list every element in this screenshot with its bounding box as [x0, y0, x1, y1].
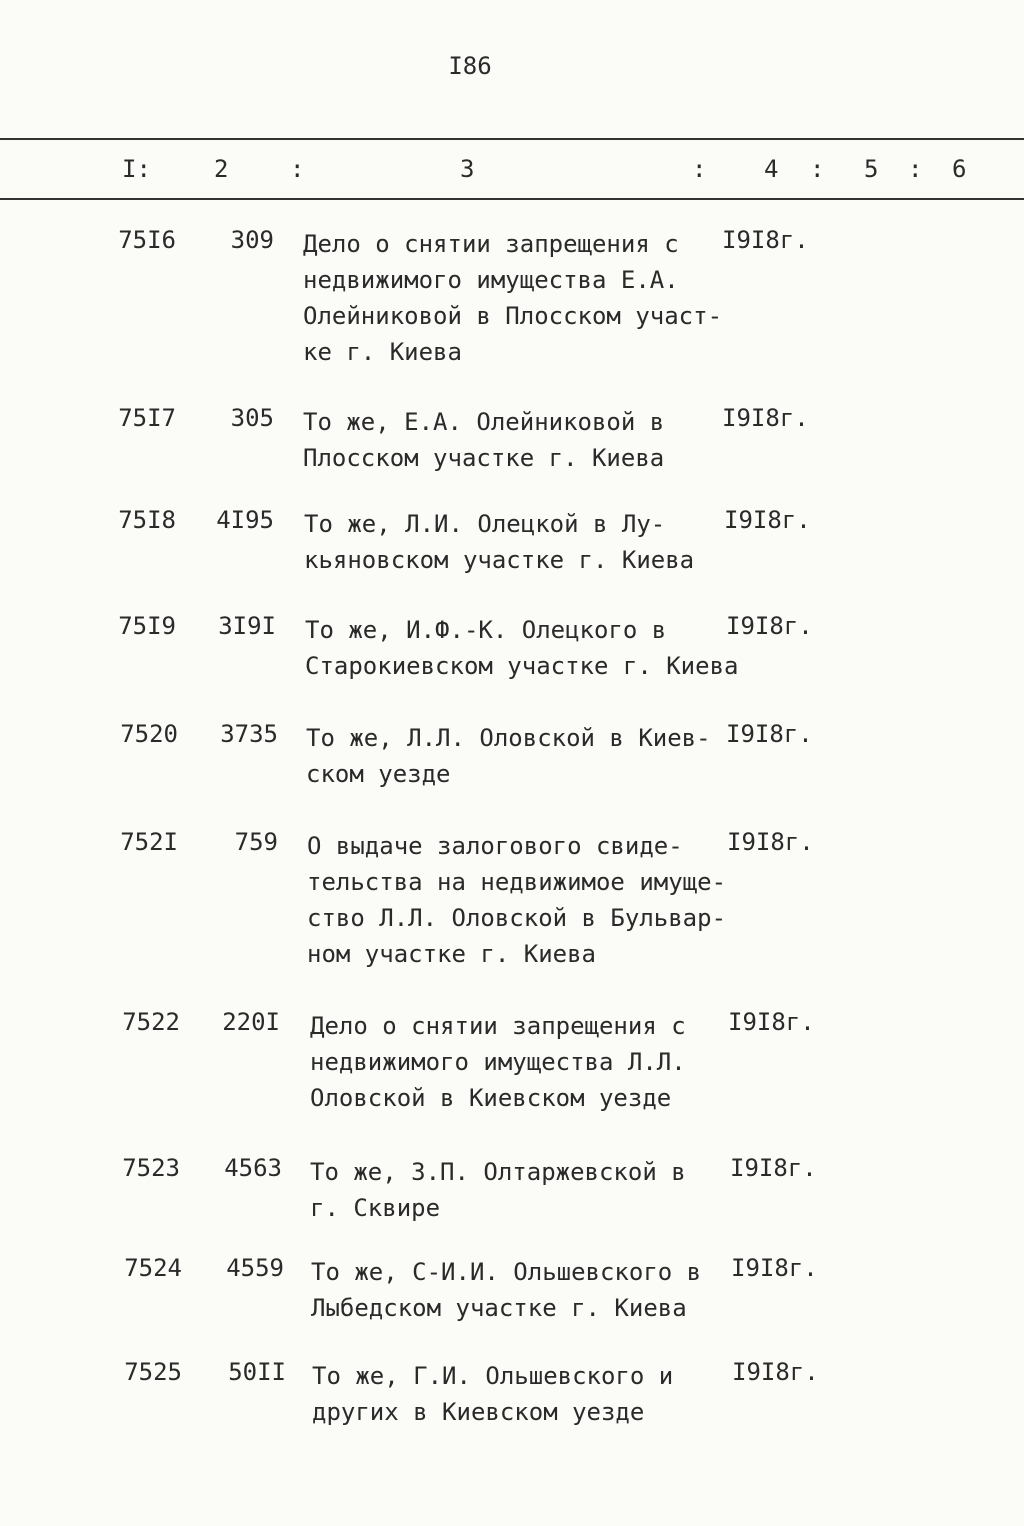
- row-year: I9I8г.: [726, 612, 813, 640]
- row-description: То же, З.П. Олтаржевской в г. Сквире: [310, 1158, 686, 1222]
- row-number: 7520: [120, 720, 178, 748]
- row-file-id: 4563: [224, 1154, 282, 1182]
- header-separator: :: [908, 155, 923, 183]
- row-year: I9I8г.: [730, 1154, 817, 1182]
- header-col-2: 2: [214, 155, 229, 183]
- row-description: То же, Е.А. Олейниковой в Плосском участке г. Киева: [303, 408, 665, 472]
- row-number: 752I: [120, 828, 178, 856]
- row-number: 75I7: [118, 404, 176, 432]
- header-separator: :: [692, 155, 707, 183]
- row-year: I9I8г.: [728, 1008, 815, 1036]
- row-year: I9I8г.: [732, 1358, 819, 1386]
- header-top-rule: [0, 138, 1024, 140]
- page-number: I86: [448, 52, 492, 80]
- header-col-4: 4: [764, 155, 779, 183]
- row-file-id: 4559: [226, 1254, 284, 1282]
- header-bottom-rule: [0, 198, 1024, 200]
- row-description: То же, Л.Л. Оловской в Киев- ском уезде: [306, 724, 711, 788]
- row-number: 7522: [122, 1008, 180, 1036]
- row-description: О выдаче залогового свиде- тельства на недвижимое имуще- ство Л.Л. Оловской в Бульвар- ном участке г. Киева: [307, 832, 727, 968]
- row-number: 75I6: [118, 226, 176, 254]
- row-year: I9I8г.: [722, 226, 809, 254]
- row-number: 7525: [124, 1358, 182, 1386]
- row-file-id: 4I95: [216, 506, 274, 534]
- header-col-6: 6: [952, 155, 967, 183]
- row-year: I9I8г.: [731, 1254, 818, 1282]
- row-description: То же, Л.И. Олецкой в Лу- кьяновском участке г. Киева: [304, 510, 695, 574]
- header-col-5: 5: [864, 155, 879, 183]
- row-year: I9I8г.: [727, 828, 814, 856]
- row-description: То же, И.Ф.-К. Олецкого в Старокиевском участке г. Киева: [305, 616, 739, 680]
- row-year: I9I8г.: [724, 506, 811, 534]
- row-file-id: 220I: [222, 1008, 280, 1036]
- header-separator: :: [290, 155, 305, 183]
- row-number: 75I9: [118, 612, 176, 640]
- row-year: I9I8г.: [726, 720, 813, 748]
- header-separator: :: [810, 155, 825, 183]
- row-file-id: 305: [230, 404, 274, 432]
- row-file-id: 309: [230, 226, 274, 254]
- header-col-3: 3: [460, 155, 475, 183]
- row-file-id: 50II: [228, 1358, 286, 1386]
- row-file-id: 759: [234, 828, 278, 856]
- row-description: То же, С-И.И. Ольшевского в Лыбедском участке г. Киева: [311, 1258, 702, 1322]
- row-description: Дело о снятии запрещения с недвижимого имущества Е.А. Олейниковой в Плосском участ- ке г. Киева: [303, 230, 723, 366]
- row-description: То же, Г.И. Ольшевского и других в Киевском уезде: [312, 1362, 674, 1426]
- row-number: 7524: [124, 1254, 182, 1282]
- header-col-1: I:: [122, 155, 151, 183]
- row-number: 7523: [122, 1154, 180, 1182]
- row-number: 75I8: [118, 506, 176, 534]
- row-file-id: 3735: [220, 720, 278, 748]
- row-file-id: 3I9I: [218, 612, 276, 640]
- row-description: Дело о снятии запрещения с недвижимого имущества Л.Л. Оловской в Киевском уезде: [310, 1012, 686, 1112]
- row-year: I9I8г.: [722, 404, 809, 432]
